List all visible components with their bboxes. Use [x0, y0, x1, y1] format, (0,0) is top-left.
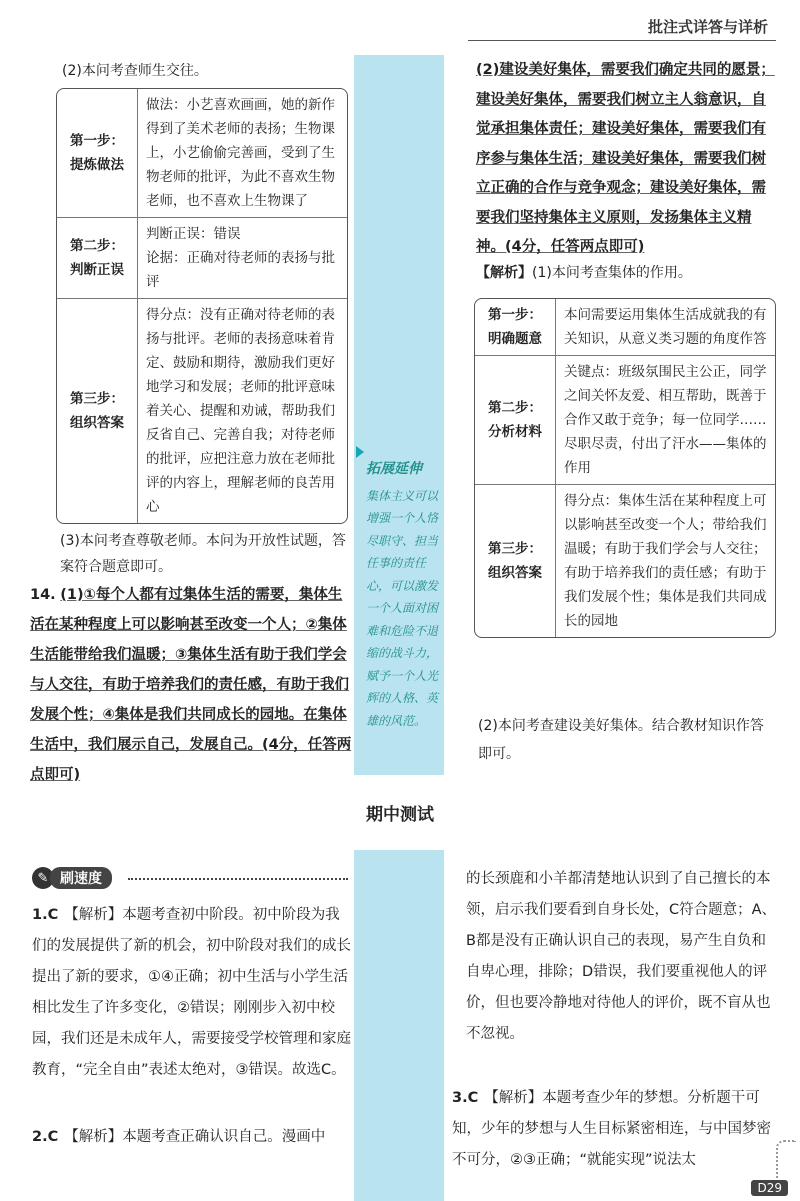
- step-label: 第一步： 提炼做法: [57, 89, 138, 218]
- pencil-icon: ✎: [32, 867, 54, 889]
- step-content: 做法：小艺喜欢画画，她的新作得到了美术老师的表扬；生物课上，小艺偷偷完善画，受到了生物老师的批评，为此不喜欢生物老师，也不喜欢上生物课了: [138, 89, 347, 218]
- table-row: [57, 218, 347, 299]
- table-row: [475, 299, 775, 356]
- extension-note: [366, 458, 446, 732]
- question-1: [32, 900, 352, 1086]
- table-row: [475, 485, 775, 637]
- analysis-intro: [476, 260, 776, 286]
- table-row: [475, 356, 775, 485]
- page-number: D29: [751, 1180, 788, 1196]
- left-step-table: [56, 88, 348, 524]
- q14-2-note: (2)本问考查建设美好集体。结合教材知识作答即可。: [478, 718, 764, 762]
- dotted-divider: [128, 878, 348, 880]
- step-label: 第二步： 分析材料: [475, 356, 556, 485]
- question-text: 【解析】本题考查初中阶段。初中阶段为我们的发展提供了新的机会，初中阶段对我们的成长提出了新的要求，①④正确；初中生活与小学生活相比发生了许多变化，②错误；刚刚步入初中校园，我们还是未成年人，需要接受学校管理和家庭教育，“完全自由”表述太绝对，③错误。故选C。: [32, 907, 351, 1078]
- step-content: 得分点：集体生活在某种程度上可以影响甚至改变一个人；带给我们温暖；有助于我们学会与人交往；有助于培养我们的责任感；有助于我们发展个性；集体是我们共同成长的园地: [564, 493, 767, 629]
- question-2-continued: 的长颈鹿和小羊都清楚地认识到了自己擅长的本领，启示我们要看到自身长处，C符合题意；A、B都是没有正确认识自己的表现，易产生自负和自卑心理，排除；D错误，我们要重视他人的评价，但也要冷静地对待他人的评价，既不盲从也不忽视。: [466, 871, 777, 1042]
- page-header-title: 批注式详答与详析: [647, 18, 768, 36]
- q13-3: (3)本问考查尊敬老师。本问为开放性试题，答案符合题意即可。: [60, 533, 346, 575]
- step-content: 得分点：没有正确对待老师的表扬与批评。老师的表扬意味着肯定、鼓励和期待，激励我们更好地学习和发展；老师的批评意味着关心、提醒和劝诫，帮助我们反省自己、完善自我；对待老师的批评，应把注意力放在老师批评的内容上，理解老师的良苦用心: [146, 307, 335, 515]
- margin-strip-bottom: [354, 850, 444, 1201]
- analysis-text: (1)本问考查集体的作用。: [532, 265, 692, 281]
- extension-note-text: 集体主义可以增强一个人恪尽职守、担当任事的责任心，可以激发一个人面对困难和危险不退缩的战斗力，赋予一个人光辉的人格、英雄的风范。: [366, 488, 439, 728]
- question-text: 【解析】本题考查少年的梦想。分析题干可知，少年的梦想与人生目标紧密相连，与中国梦密不可分，②③正确；“就能实现”说法太: [452, 1090, 771, 1168]
- step-content: 判断正误：错误 论据：正确对待老师的表扬与批评: [138, 218, 347, 299]
- question-number: 14.: [30, 587, 56, 603]
- right-step-table: [474, 298, 776, 638]
- q14-1: [30, 580, 352, 790]
- table-row: [57, 299, 347, 523]
- question-number: 2.: [32, 1129, 48, 1145]
- answer-text: (1)①每个人都有过集体生活的需要，集体生活在某种程度上可以影响甚至改变一个人；②集体生活能带给我们温暖；③集体生活有助于我们学会与人交往，有助于培养我们的责任感，有助于我们发展个性；④集体是我们共同成长的园地。在集体生活中，我们展示自己，发展自己。(4分，任答两点即可): [30, 587, 352, 783]
- analysis-label: 【解析】: [476, 265, 532, 281]
- step-label: 第三步： 组织答案: [57, 299, 138, 523]
- question-text: 【解析】本题考查正确认识自己。漫画中: [64, 1129, 326, 1145]
- step-label: 第一步： 明确题意: [475, 299, 556, 356]
- answer-letter: C: [47, 907, 59, 923]
- question-2: [32, 1122, 352, 1153]
- question-number: 1.: [32, 907, 48, 923]
- header-divider: [468, 40, 776, 41]
- answer-letter: C: [467, 1090, 479, 1106]
- table-row: [57, 89, 347, 218]
- answer-letter: C: [47, 1129, 59, 1145]
- section-title: 期中测试: [366, 805, 434, 825]
- question-3: [452, 1083, 778, 1176]
- step-content: 本问需要运用集体生活成就我的有关知识，从意义类习题的角度作答: [556, 299, 775, 356]
- q13-2-intro: (2)本问考查师生交往。: [62, 63, 208, 79]
- step-label: 第三步： 组织答案: [475, 485, 556, 637]
- q14-2-answer: (2)建设美好集体，需要我们确定共同的愿景；建设美好集体，需要我们树立主人翁意识，自觉承担集体责任；建设美好集体，需要我们有序参与集体生活；建设美好集体，需要我们树立正确的合作与竞争观念；建设美好集体，需要我们坚持集体主义原则，发扬集体主义精神。(4分，任答两点即可): [476, 62, 775, 255]
- arrow-right-icon: [356, 446, 364, 458]
- extension-note-title: 拓展延伸: [366, 461, 422, 477]
- step-content: 关键点：班级氛围民主公正，同学之间关怀友爱、相互帮助，既善于合作又敢于竞争；每一位同学……尽职尽责，付出了汗水——集体的作用: [556, 356, 775, 485]
- question-number: 3.: [452, 1090, 468, 1106]
- step-label: 第二步： 判断正误: [57, 218, 138, 299]
- speed-badge-label: 刷速度: [50, 867, 112, 889]
- speed-badge: [32, 867, 112, 889]
- corner-decoration: [776, 1140, 796, 1182]
